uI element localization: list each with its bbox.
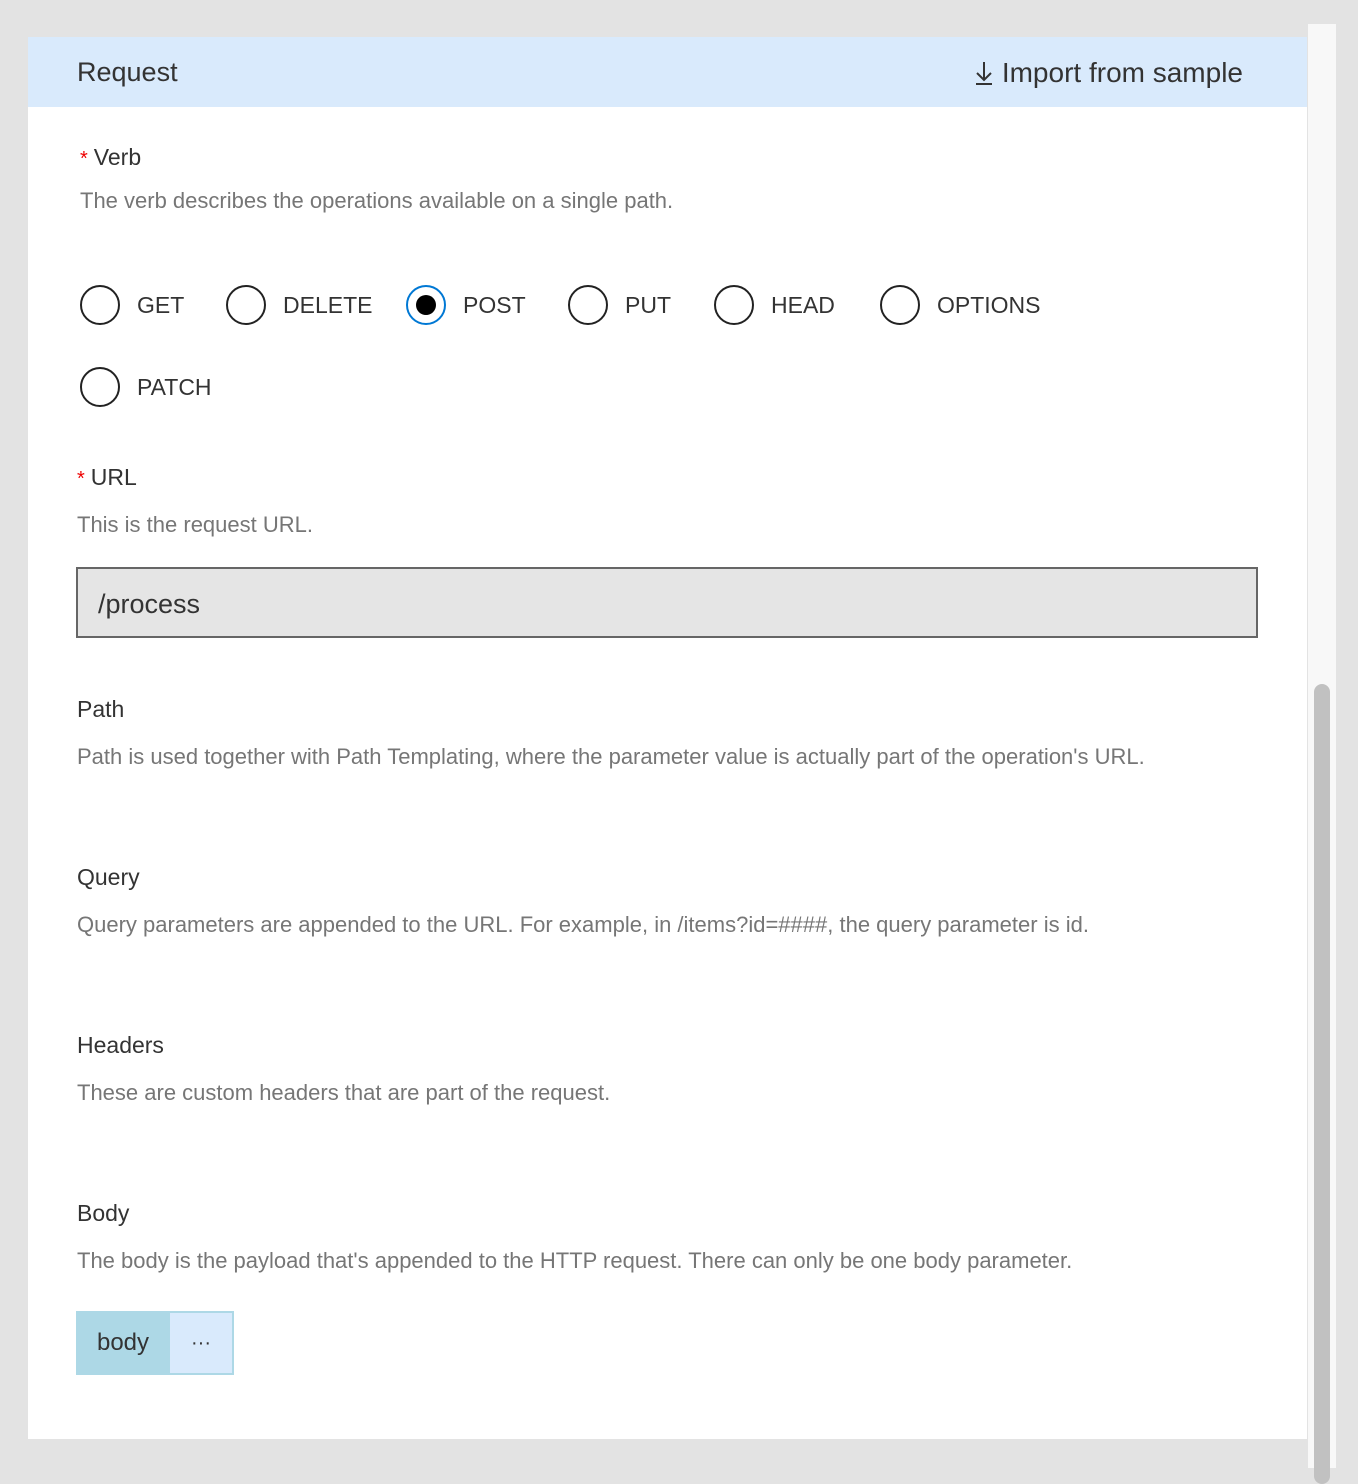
body-description: The body is the payload that's appended to the HTTP request. There can only be one body parameter.: [77, 1248, 1073, 1273]
radio-circle-icon[interactable]: [568, 285, 608, 325]
import-from-sample-button[interactable]: [974, 57, 1243, 89]
radio-selected-dot: [416, 295, 436, 315]
panel-header: [28, 37, 1307, 107]
body-label: Body: [77, 1200, 130, 1226]
radio-delete[interactable]: [226, 285, 372, 325]
radio-label: PUT: [625, 291, 671, 318]
radio-label: PATCH: [137, 373, 212, 400]
radio-circle-icon[interactable]: [714, 285, 754, 325]
download-arrow-icon: [974, 60, 994, 86]
more-options-button[interactable]: ···: [170, 1313, 232, 1373]
radio-label: POST: [463, 291, 526, 318]
body-parameter-button[interactable]: body: [96, 1329, 150, 1356]
url-input[interactable]: /process: [76, 567, 1258, 638]
radio-circle-icon[interactable]: [80, 367, 120, 407]
path-label: Path: [77, 696, 125, 722]
radio-label: DELETE: [283, 291, 373, 318]
url-description: This is the request URL.: [77, 512, 313, 537]
radio-patch[interactable]: [80, 367, 212, 407]
radio-circle-icon[interactable]: [80, 285, 120, 325]
radio-options[interactable]: [880, 285, 1041, 325]
radio-circle-icon[interactable]: [226, 285, 266, 325]
scrollbar-thumb[interactable]: [1314, 684, 1330, 1484]
radio-put[interactable]: [568, 285, 671, 325]
radio-head[interactable]: [714, 285, 835, 325]
body-parameter-chip: [76, 1311, 234, 1375]
query-label: Query: [77, 864, 140, 890]
url-label: * URL: [77, 464, 137, 490]
headers-label: Headers: [77, 1032, 164, 1058]
headers-description: These are custom headers that are part of the request.: [77, 1080, 611, 1105]
panel-title: Request: [77, 57, 178, 87]
radio-get[interactable]: [80, 285, 184, 325]
radio-circle-icon[interactable]: [406, 285, 446, 325]
verb-description: The verb describes the operations available on a single path.: [80, 188, 674, 213]
radio-label: HEAD: [771, 291, 835, 318]
query-description: Query parameters are appended to the URL. For example, in /items?id=####, the query parameter is id.: [77, 912, 1089, 937]
radio-label: OPTIONS: [937, 291, 1041, 318]
path-description: Path is used together with Path Templating, where the parameter value is actually part of the operation's URL.: [77, 744, 1145, 769]
radio-post[interactable]: [406, 285, 526, 325]
radio-circle-icon[interactable]: [880, 285, 920, 325]
radio-label: GET: [137, 291, 185, 318]
request-panel: [28, 37, 1307, 1439]
verb-label: * Verb: [80, 144, 142, 170]
import-label: Import from sample: [1001, 57, 1243, 88]
